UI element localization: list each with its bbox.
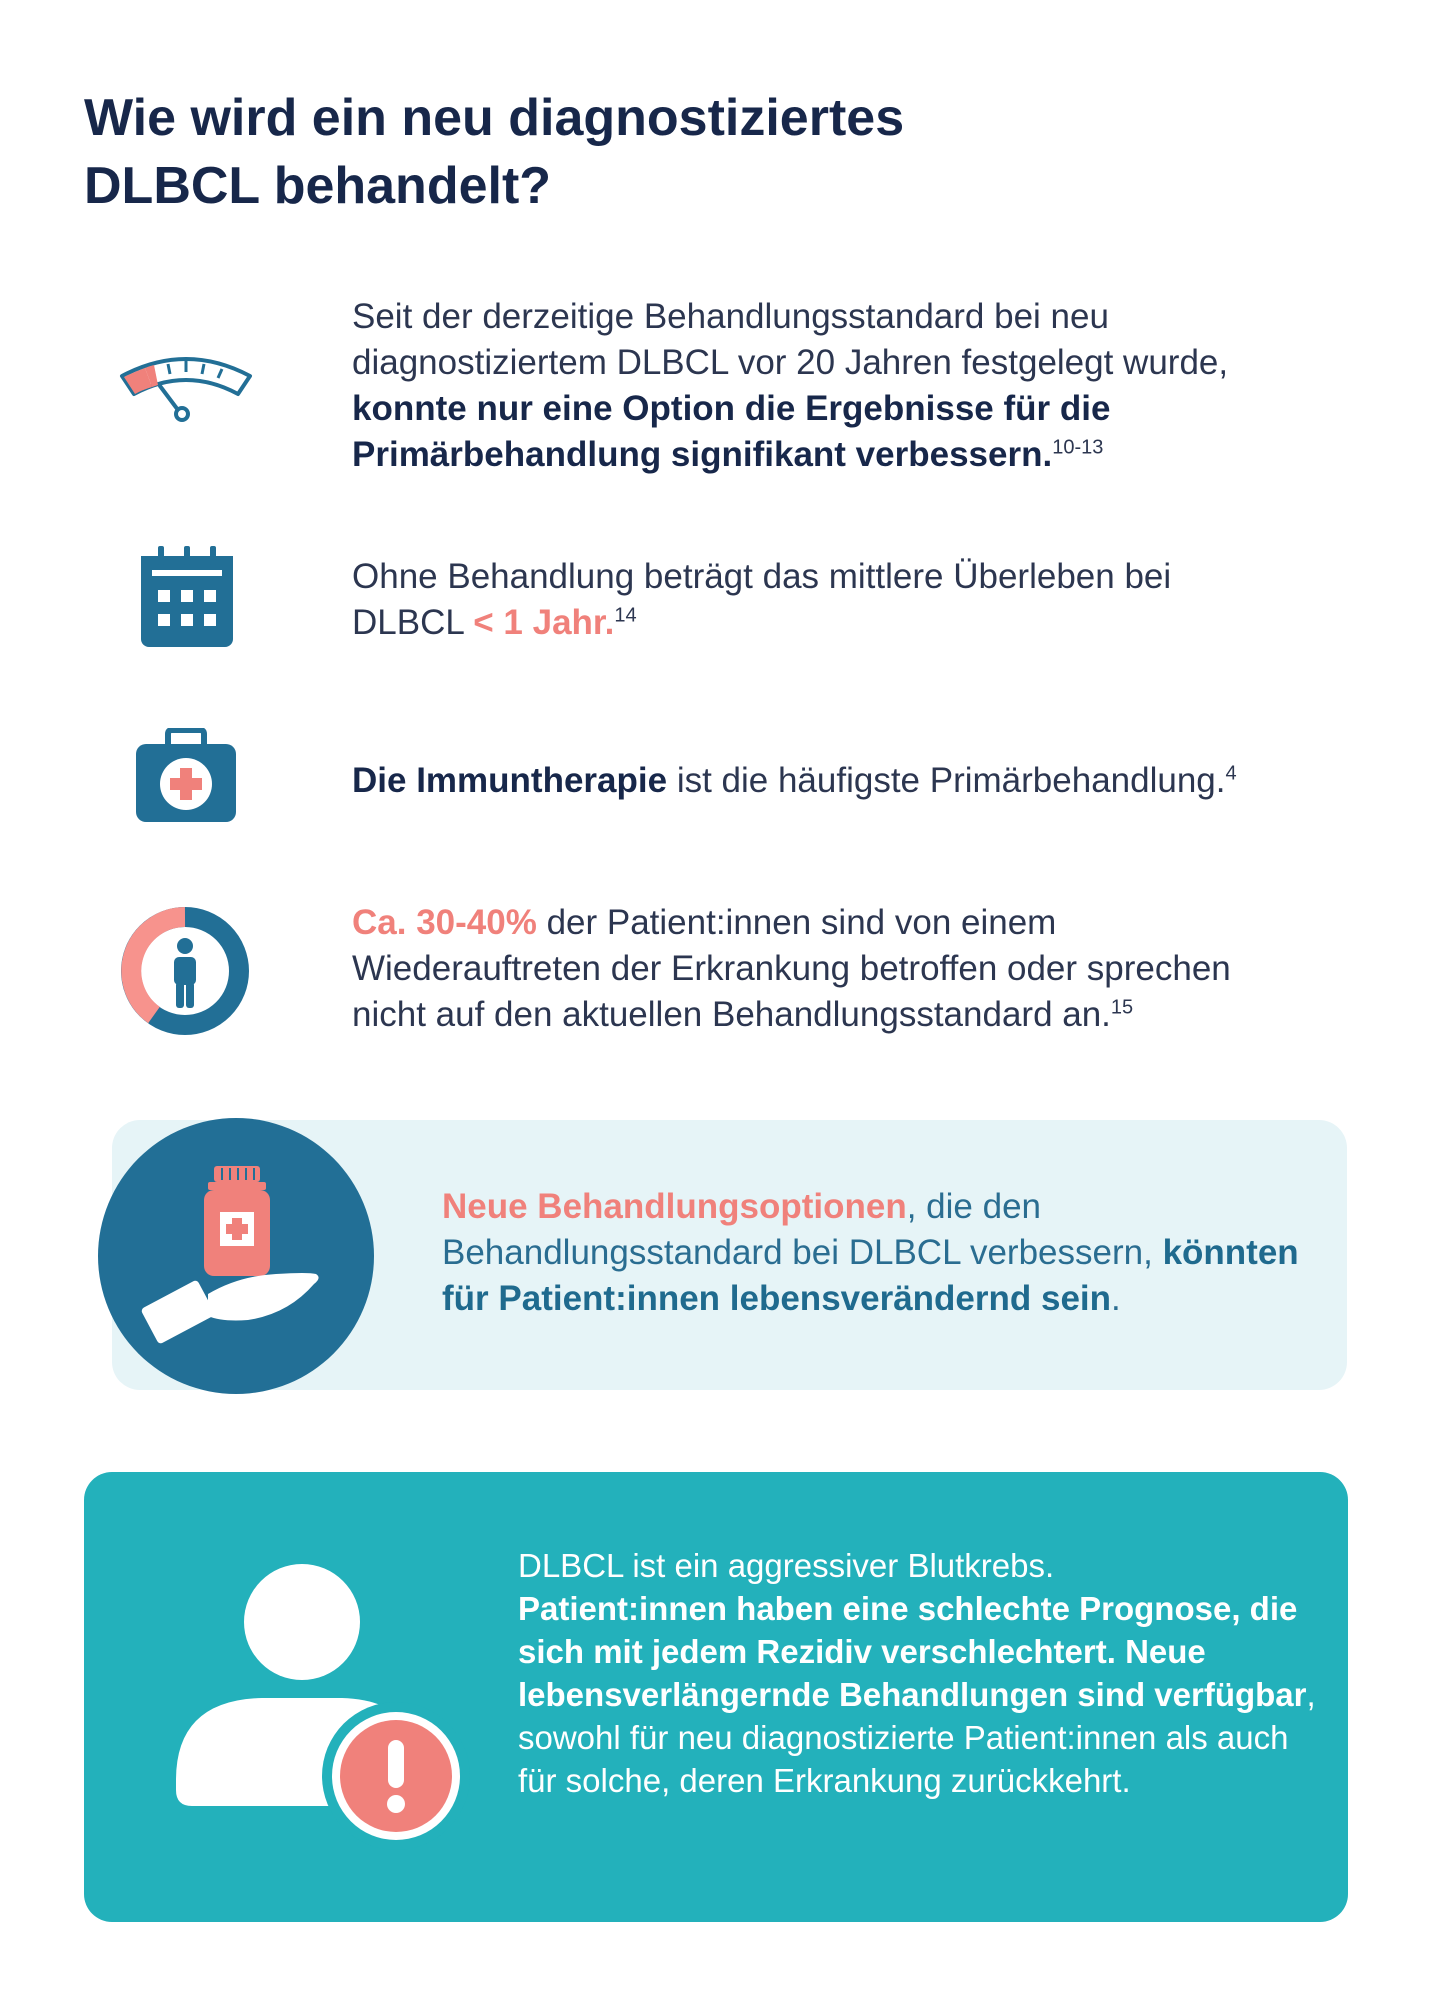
info-text-3: Die Immuntherapie ist die häufigste Primärbehandlung.$^4$ — [352, 761, 1237, 800]
hand-medicine-icon — [138, 1164, 338, 1348]
warning-card-text: DLBCL ist ein aggressiver Blutkrebs. Patient:innen haben eine schlechte Prognose, die sich mit jedem Rezidiv verschlechtert. Neue lebensverlängernde Behandlungen sind verfügbar, sowohl für neu diagnostizierte Patient:innen als auch für solche, deren Erkrankung zurückkehrt. — [518, 1547, 1316, 1799]
info-text-1: Seit der derzeitige Behandlungsstandard bei neu diagnostiziertem DLBCL vor 20 Jahren festgelegt wurde, konnte nur eine Option die Ergebnisse für die Primärbehandlung signifikant verbessern.$^{10-13}$ — [352, 297, 1229, 474]
calendar-icon — [138, 544, 236, 650]
title-line-2: DLBCL behandelt? — [84, 157, 552, 215]
person-donut-icon — [120, 906, 250, 1036]
page-title — [84, 84, 1184, 220]
info-text-4: Ca. 30-40% der Patient:innen sind von einem Wiederauftreten der Erkrankung betroffen oder sprechen nicht auf den aktuellen Behandlungsstandard an.$^{15}$ — [352, 903, 1231, 1034]
card-rest-text: sowohl für neu diagnostizierte Patient:innen als auch für solche, deren Erkrankung zurückkehrt. — [518, 1719, 1289, 1799]
card-line-1: DLBCL ist ein aggressiver Blutkrebs. — [518, 1547, 1055, 1584]
gauge-icon — [118, 350, 254, 424]
patient-warning-icon — [172, 1560, 472, 1850]
card-bold-text: Patient:innen haben eine schlechte Prognose, die sich mit jedem Rezidiv verschlechtert. Neue lebensverlängernde Behandlungen sind verfügbar — [518, 1590, 1307, 1713]
info-text-2: Ohne Behandlung beträgt das mittlere Überleben bei DLBCL < 1 Jahr.$^{14}$ — [352, 557, 1172, 642]
first-aid-kit-icon — [134, 728, 238, 824]
highlight-text: Neue Behandlungsoptionen, die den Behandlungsstandard bei DLBCL verbessern, könnten für Patient:innen lebensverändernd sein. — [442, 1187, 1299, 1318]
title-line-1: Wie wird ein neu diagnostiziertes — [84, 89, 905, 147]
highlight-icon-circle — [98, 1118, 374, 1394]
